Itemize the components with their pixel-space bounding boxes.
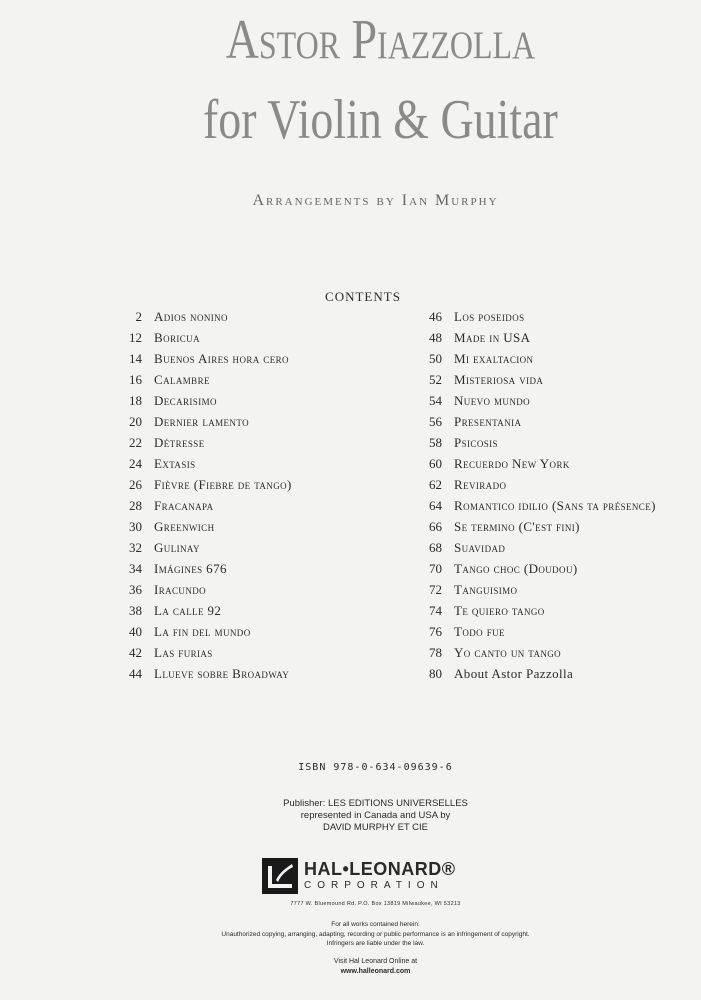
entry-title: La fin del mundo <box>154 624 251 639</box>
contents-entry <box>100 330 400 351</box>
entry-title: Iracundo <box>154 582 207 597</box>
contents-entry <box>100 519 400 540</box>
contents-entry <box>100 666 400 687</box>
contents-entry <box>400 414 700 435</box>
contents-entry <box>400 435 700 456</box>
entry-title: Decarisimo <box>154 393 217 408</box>
contents-entry <box>100 309 400 330</box>
entry-page-number: 18 <box>129 393 142 408</box>
entry-title: Extasis <box>154 456 196 471</box>
entry-title: Calambre <box>154 372 210 387</box>
contents-entry <box>400 624 700 645</box>
entry-page-number: 30 <box>129 519 142 534</box>
entry-page-number: 20 <box>129 414 142 429</box>
entry-title: Fracanapa <box>154 498 214 513</box>
entry-title: Las furias <box>154 645 213 660</box>
legal-line: Unauthorized copying, arranging, adapting, recording or public performance is an infringement of copyright. <box>221 930 530 938</box>
entry-page-number: 12 <box>129 330 142 345</box>
contents-entry <box>400 330 700 351</box>
contents-entry <box>100 414 400 435</box>
publisher-line: DAVID MURPHY ET CIE <box>322 822 429 833</box>
entry-title: Yo canto un tango <box>454 645 562 660</box>
entry-page-number: 24 <box>129 456 142 471</box>
entry-page-number: 36 <box>129 582 142 597</box>
entry-title: Romantico idilio (Sans ta présence) <box>454 498 656 513</box>
contents-entry <box>100 393 400 414</box>
entry-title: Tanguisimo <box>454 582 518 597</box>
isbn: ISBN 978-0-634-09639-6 <box>298 762 453 773</box>
contents-heading: CONTENTS <box>325 289 401 304</box>
contents-entry <box>400 645 700 666</box>
entry-title: About Astor Pazzolla <box>454 666 574 681</box>
entry-title: Llueve sobre Broadway <box>154 666 290 681</box>
contents-entry <box>400 498 700 519</box>
entry-title: Gulinay <box>154 540 200 555</box>
entry-page-number: 52 <box>429 372 442 387</box>
entry-title: Presentania <box>454 414 522 429</box>
entry-page-number: 68 <box>429 540 442 555</box>
hal-leonard-mark-icon <box>262 858 298 894</box>
contents-entry <box>400 666 700 687</box>
contents-entry <box>400 456 700 477</box>
entry-title: Greenwich <box>154 519 215 534</box>
contents-entry <box>400 393 700 414</box>
hal-leonard-logo <box>262 858 492 902</box>
contents-entry <box>100 582 400 603</box>
entry-page-number: 2 <box>135 309 142 324</box>
entry-page-number: 50 <box>429 351 442 366</box>
entry-title: Todo fue <box>454 624 505 639</box>
contents-entry <box>100 498 400 519</box>
entry-page-number: 76 <box>429 624 442 639</box>
entry-title: Mi exaltacion <box>454 351 534 366</box>
entry-page-number: 58 <box>429 435 442 450</box>
entry-page-number: 74 <box>429 603 442 618</box>
contents-entry <box>400 372 700 393</box>
entry-page-number: 38 <box>129 603 142 618</box>
entry-title: Fièvre (Fiebre de tango) <box>154 477 292 492</box>
entry-title: Nuevo mundo <box>454 393 531 408</box>
contents-entry <box>100 477 400 498</box>
entry-title: Misteriosa vida <box>454 372 544 387</box>
entry-title: Psicosis <box>454 435 498 450</box>
entry-page-number: 80 <box>429 666 442 681</box>
contents-entry <box>100 603 400 624</box>
entry-title: Dernier lamento <box>154 414 249 429</box>
entry-page-number: 64 <box>429 498 442 513</box>
entry-title: Made in USA <box>454 330 531 345</box>
entry-title: Suavidad <box>454 540 506 555</box>
contents-entry <box>400 603 700 624</box>
title-composer: Astor Piazzolla <box>225 9 536 71</box>
contents-entry <box>400 540 700 561</box>
entry-page-number: 78 <box>429 645 442 660</box>
entry-title: Te quiero tango <box>454 603 545 618</box>
arranger-credit: Arrangements by Ian Murphy <box>252 192 499 209</box>
entry-title: Imágines 676 <box>154 561 227 576</box>
title-instrumentation: for Violin & Guitar <box>203 89 558 151</box>
entry-title: Tango choc (Doudou) <box>454 561 578 576</box>
website-url: www.halleonard.com <box>340 968 411 975</box>
entry-title: Boricua <box>154 330 200 345</box>
contents-entry <box>100 372 400 393</box>
entry-page-number: 46 <box>429 309 442 324</box>
entry-page-number: 32 <box>129 540 142 555</box>
contents-column-left <box>100 309 400 687</box>
contents-entry <box>100 456 400 477</box>
entry-page-number: 16 <box>129 372 142 387</box>
entry-page-number: 66 <box>429 519 442 534</box>
entry-title: Los poseidos <box>454 309 525 324</box>
contents-entry <box>400 477 700 498</box>
entry-page-number: 22 <box>129 435 142 450</box>
contents-entry <box>100 540 400 561</box>
publisher-line: represented in Canada and USA by <box>300 810 451 821</box>
logo-name: HAL•LEONARD® <box>304 859 456 879</box>
entry-page-number: 56 <box>429 414 442 429</box>
entry-title: Recuerdo New York <box>454 456 570 471</box>
entry-title: Buenos Aires hora cero <box>154 351 289 366</box>
entry-page-number: 44 <box>129 666 142 681</box>
entry-page-number: 34 <box>129 561 142 576</box>
entry-page-number: 70 <box>429 561 442 576</box>
legal-line: For all works contained herein: <box>331 921 420 928</box>
contents-entry <box>400 309 700 330</box>
publisher-info <box>0 798 701 834</box>
entry-title: Revirado <box>454 477 507 492</box>
entry-page-number: 72 <box>429 582 442 597</box>
entry-title: Adios nonino <box>154 309 228 324</box>
entry-title: Détresse <box>154 435 205 450</box>
publisher-address: 7777 W. Bluemound Rd. P.O. Box 13819 Milwaukee, WI 53213 <box>290 901 461 907</box>
entry-page-number: 42 <box>129 645 142 660</box>
publisher-line: Publisher: LES EDITIONS UNIVERSELLES <box>283 798 468 809</box>
contents-entry <box>100 645 400 666</box>
legal-line: Infringers are liable under the law. <box>326 940 425 947</box>
logo-corporation: CORPORATION <box>304 880 444 891</box>
contents-entry <box>400 519 700 540</box>
contents-entry <box>400 561 700 582</box>
entry-page-number: 28 <box>129 498 142 513</box>
contents-entry <box>100 624 400 645</box>
entry-page-number: 48 <box>429 330 442 345</box>
entry-page-number: 54 <box>429 393 442 408</box>
contents-entry <box>400 582 700 603</box>
copyright-notice <box>0 920 701 949</box>
entry-page-number: 62 <box>429 477 442 492</box>
entry-page-number: 26 <box>129 477 142 492</box>
contents-entry <box>400 351 700 372</box>
entry-page-number: 14 <box>129 351 142 366</box>
contents-entry <box>100 435 400 456</box>
entry-title: La calle 92 <box>154 603 222 618</box>
contents-entry <box>100 351 400 372</box>
entry-title: Se termino (C'est fini) <box>454 519 580 534</box>
contents-column-right <box>400 309 700 687</box>
entry-page-number: 60 <box>429 456 442 471</box>
contents-entry <box>100 561 400 582</box>
visit-line: Visit Hal Leonard Online at <box>333 958 418 965</box>
website-note <box>0 957 701 977</box>
entry-page-number: 40 <box>129 624 142 639</box>
